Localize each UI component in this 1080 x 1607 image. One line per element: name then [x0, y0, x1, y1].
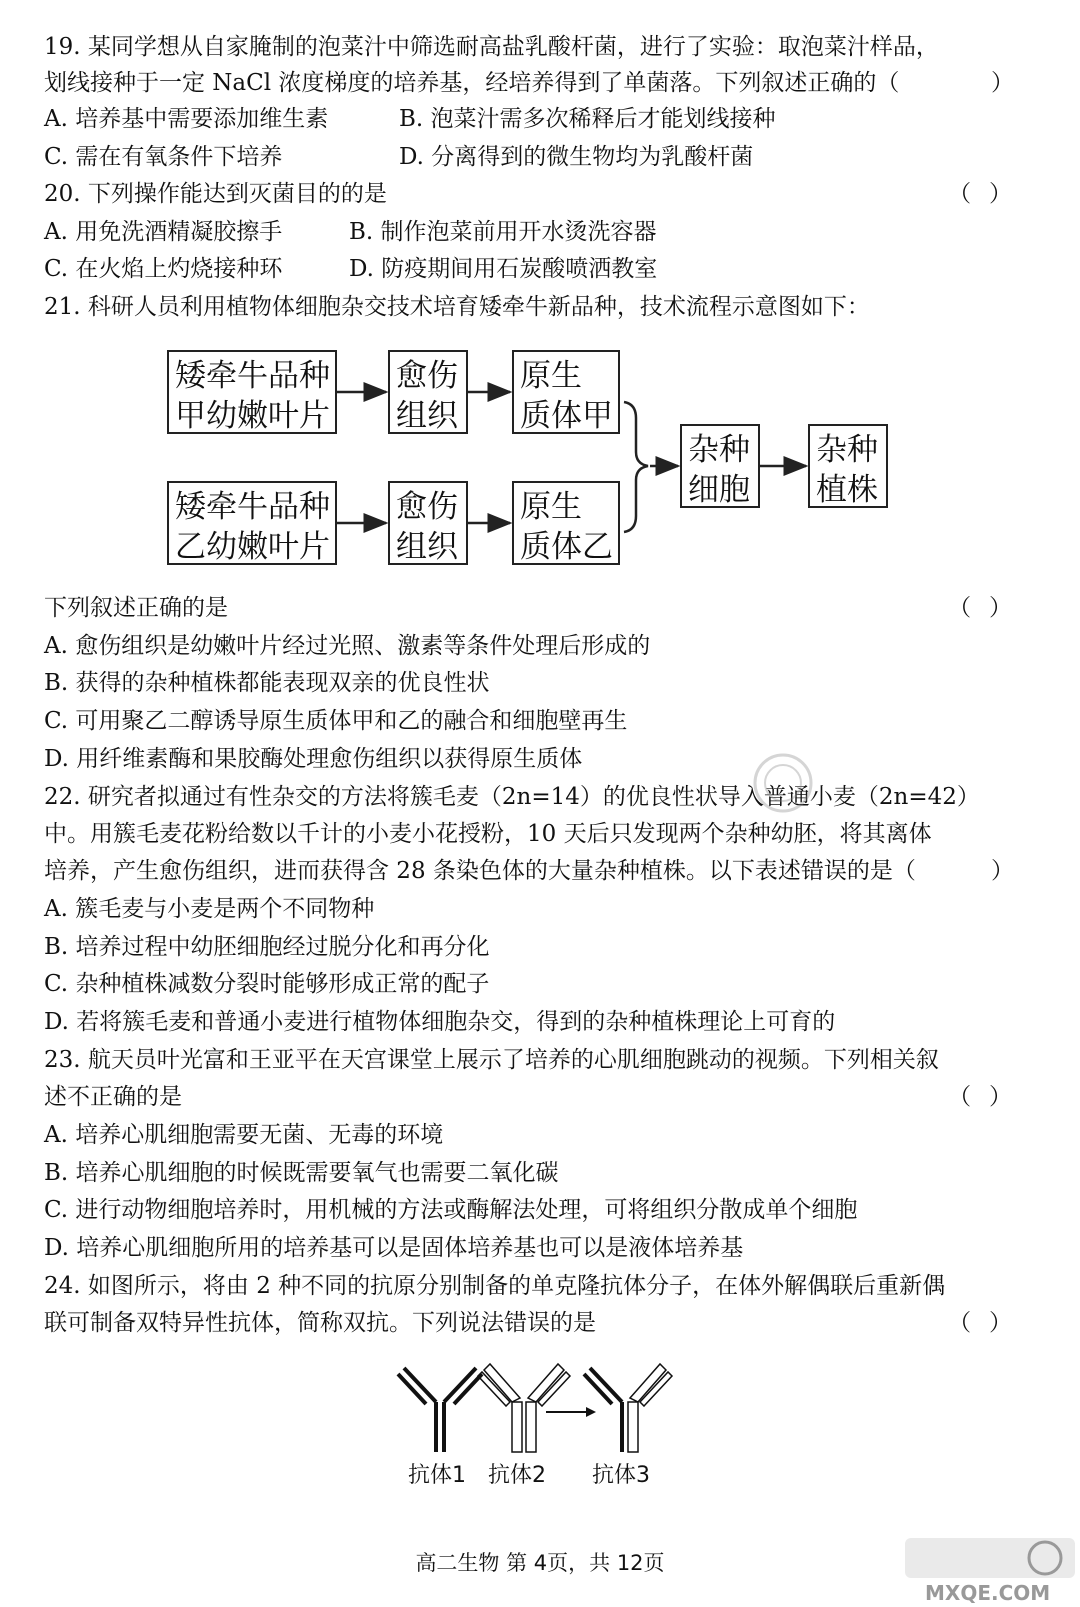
q21-option-b: B. 获得的杂种植株都能表现双亲的优良性状	[44, 670, 490, 696]
q20-option-a: A. 用免洗酒精凝胶擦手	[44, 219, 283, 245]
q21-option-c: C. 可用聚乙二醇诱导原生质体甲和乙的融合和细胞壁再生	[44, 708, 628, 734]
curly-brace-icon	[624, 402, 648, 532]
watermark-text: MXQE.COM	[925, 1581, 1051, 1605]
answer-paren: ）	[991, 858, 1014, 884]
answer-paren: （ ）	[948, 1084, 1014, 1110]
q21-option-d: D. 用纤维素酶和果胶酶处理愈伤组织以获得原生质体	[44, 746, 583, 772]
q23-stem-line2: 述不正确的是 （ ）	[44, 1084, 1014, 1110]
flow-box-hybrid-cell: 杂种 细胞	[680, 424, 760, 508]
q23-option-d: D. 培养心肌细胞所用的培养基可以是固体培养基也可以是液体培养基	[44, 1235, 744, 1261]
flow-box-protoplast-a: 原生 质体甲	[512, 350, 620, 434]
q19-option-d: D. 分离得到的微生物均为乳酸杆菌	[399, 144, 754, 170]
q22-stem-line1: 22. 研究者拟通过有性杂交的方法将簇毛麦（2n=14）的优良性状导入普通小麦（2n=42）	[44, 784, 980, 810]
flow-box-variety-a-leaf: 矮牵牛品种 甲幼嫩叶片	[167, 350, 337, 434]
antibody-3-label: 抗体3	[592, 1463, 650, 1488]
answer-paren: ）	[991, 70, 1014, 96]
antibody-1-label: 抗体1	[408, 1463, 466, 1488]
q21-stem: 21. 科研人员利用植物体细胞杂交技术培育矮牵牛新品种，技术流程示意图如下：	[44, 294, 870, 320]
q20-stem: 20. 下列操作能达到灭菌目的的是 （ ）	[44, 181, 1014, 207]
q19-option-c: C. 需在有氧条件下培养	[44, 144, 283, 170]
q23-option-c: C. 进行动物细胞培养时，用机械的方法或酶解法处理，可将组织分散成单个细胞	[44, 1197, 858, 1223]
q23-option-b: B. 培养心肌细胞的时候既需要氧气也需要二氧化碳	[44, 1160, 559, 1186]
q20-option-b: B. 制作泡菜前用开水烫洗容器	[349, 219, 657, 245]
q23-stem-line1: 23. 航天员叶光富和王亚平在天宫课堂上展示了培养的心肌细胞跳动的视频。下列相关叙	[44, 1047, 939, 1073]
q20-option-c: C. 在火焰上灼烧接种环	[44, 256, 283, 282]
flow-box-callus-b: 愈伤 组织	[388, 481, 468, 565]
q20-option-d: D. 防疫期间用石炭酸喷洒教室	[349, 256, 658, 282]
q21-question: 下列叙述正确的是 （ ）	[44, 595, 1014, 621]
antibody-1-icon	[398, 1368, 482, 1452]
watermark-logo	[905, 1538, 1075, 1606]
watermark-stamp-icon	[748, 748, 818, 818]
arrow-head-icon	[586, 1407, 596, 1417]
answer-paren: （ ）	[948, 181, 1014, 207]
q19-stem-line2: 划线接种于一定 NaCl 浓度梯度的培养基，经培养得到了单菌落。下列叙述正确的（ ）	[44, 70, 1014, 96]
antibody-2-label: 抗体2	[488, 1463, 546, 1488]
flow-box-protoplast-b: 原生 质体乙	[512, 481, 620, 565]
answer-paren: （ ）	[948, 1310, 1014, 1336]
antibody-2-icon	[478, 1364, 570, 1452]
page-footer: 高二生物 第 4页，共 12页	[415, 1551, 665, 1575]
q24-stem-line1: 24. 如图所示，将由 2 种不同的抗原分别制备的单克隆抗体分子，在体外解偶联后重新偶	[44, 1273, 946, 1299]
q24-stem-line2: 联可制备双特异性抗体，简称双抗。下列说法错误的是 （ ）	[44, 1310, 1014, 1336]
q22-option-c: C. 杂种植株减数分裂时能够形成正常的配子	[44, 971, 490, 997]
q22-option-b: B. 培养过程中幼胚细胞经过脱分化和再分化	[44, 934, 490, 960]
q21-option-a: A. 愈伤组织是幼嫩叶片经过光照、激素等条件处理后形成的	[44, 633, 651, 659]
flow-box-hybrid-plant: 杂种 植株	[808, 424, 888, 508]
answer-paren: （ ）	[948, 595, 1014, 621]
q19-option-a: A. 培养基中需要添加维生素	[44, 106, 329, 132]
q19-stem-line1: 19. 某同学想从自家腌制的泡菜汁中筛选耐高盐乳酸杆菌，进行了实验：取泡菜汁样品，	[44, 34, 939, 60]
q23-option-a: A. 培养心肌细胞需要无菌、无毒的环境	[44, 1122, 444, 1148]
flow-arrows	[0, 0, 1080, 600]
flow-box-callus-a: 愈伤 组织	[388, 350, 468, 434]
q22-stem-line3: 培养，产生愈伤组织，进而获得含 28 条染色体的大量杂种植株。以下表述错误的是（ ）	[44, 858, 1014, 884]
antibody-3-icon	[584, 1364, 672, 1452]
q22-option-d: D. 若将簇毛麦和普通小麦进行植物体细胞杂交，得到的杂种植株理论上可育的	[44, 1009, 836, 1035]
q22-option-a: A. 簇毛麦与小麦是两个不同物种	[44, 896, 375, 922]
q22-stem-line2: 中。用簇毛麦花粉给数以千计的小麦小花授粉，10 天后只发现两个杂种幼胚，将其离体	[44, 821, 932, 847]
flow-box-variety-b-leaf: 矮牵牛品种 乙幼嫩叶片	[167, 481, 337, 565]
antibody-figure	[380, 1360, 700, 1460]
q19-option-b: B. 泡菜汁需多次稀释后才能划线接种	[399, 106, 776, 132]
